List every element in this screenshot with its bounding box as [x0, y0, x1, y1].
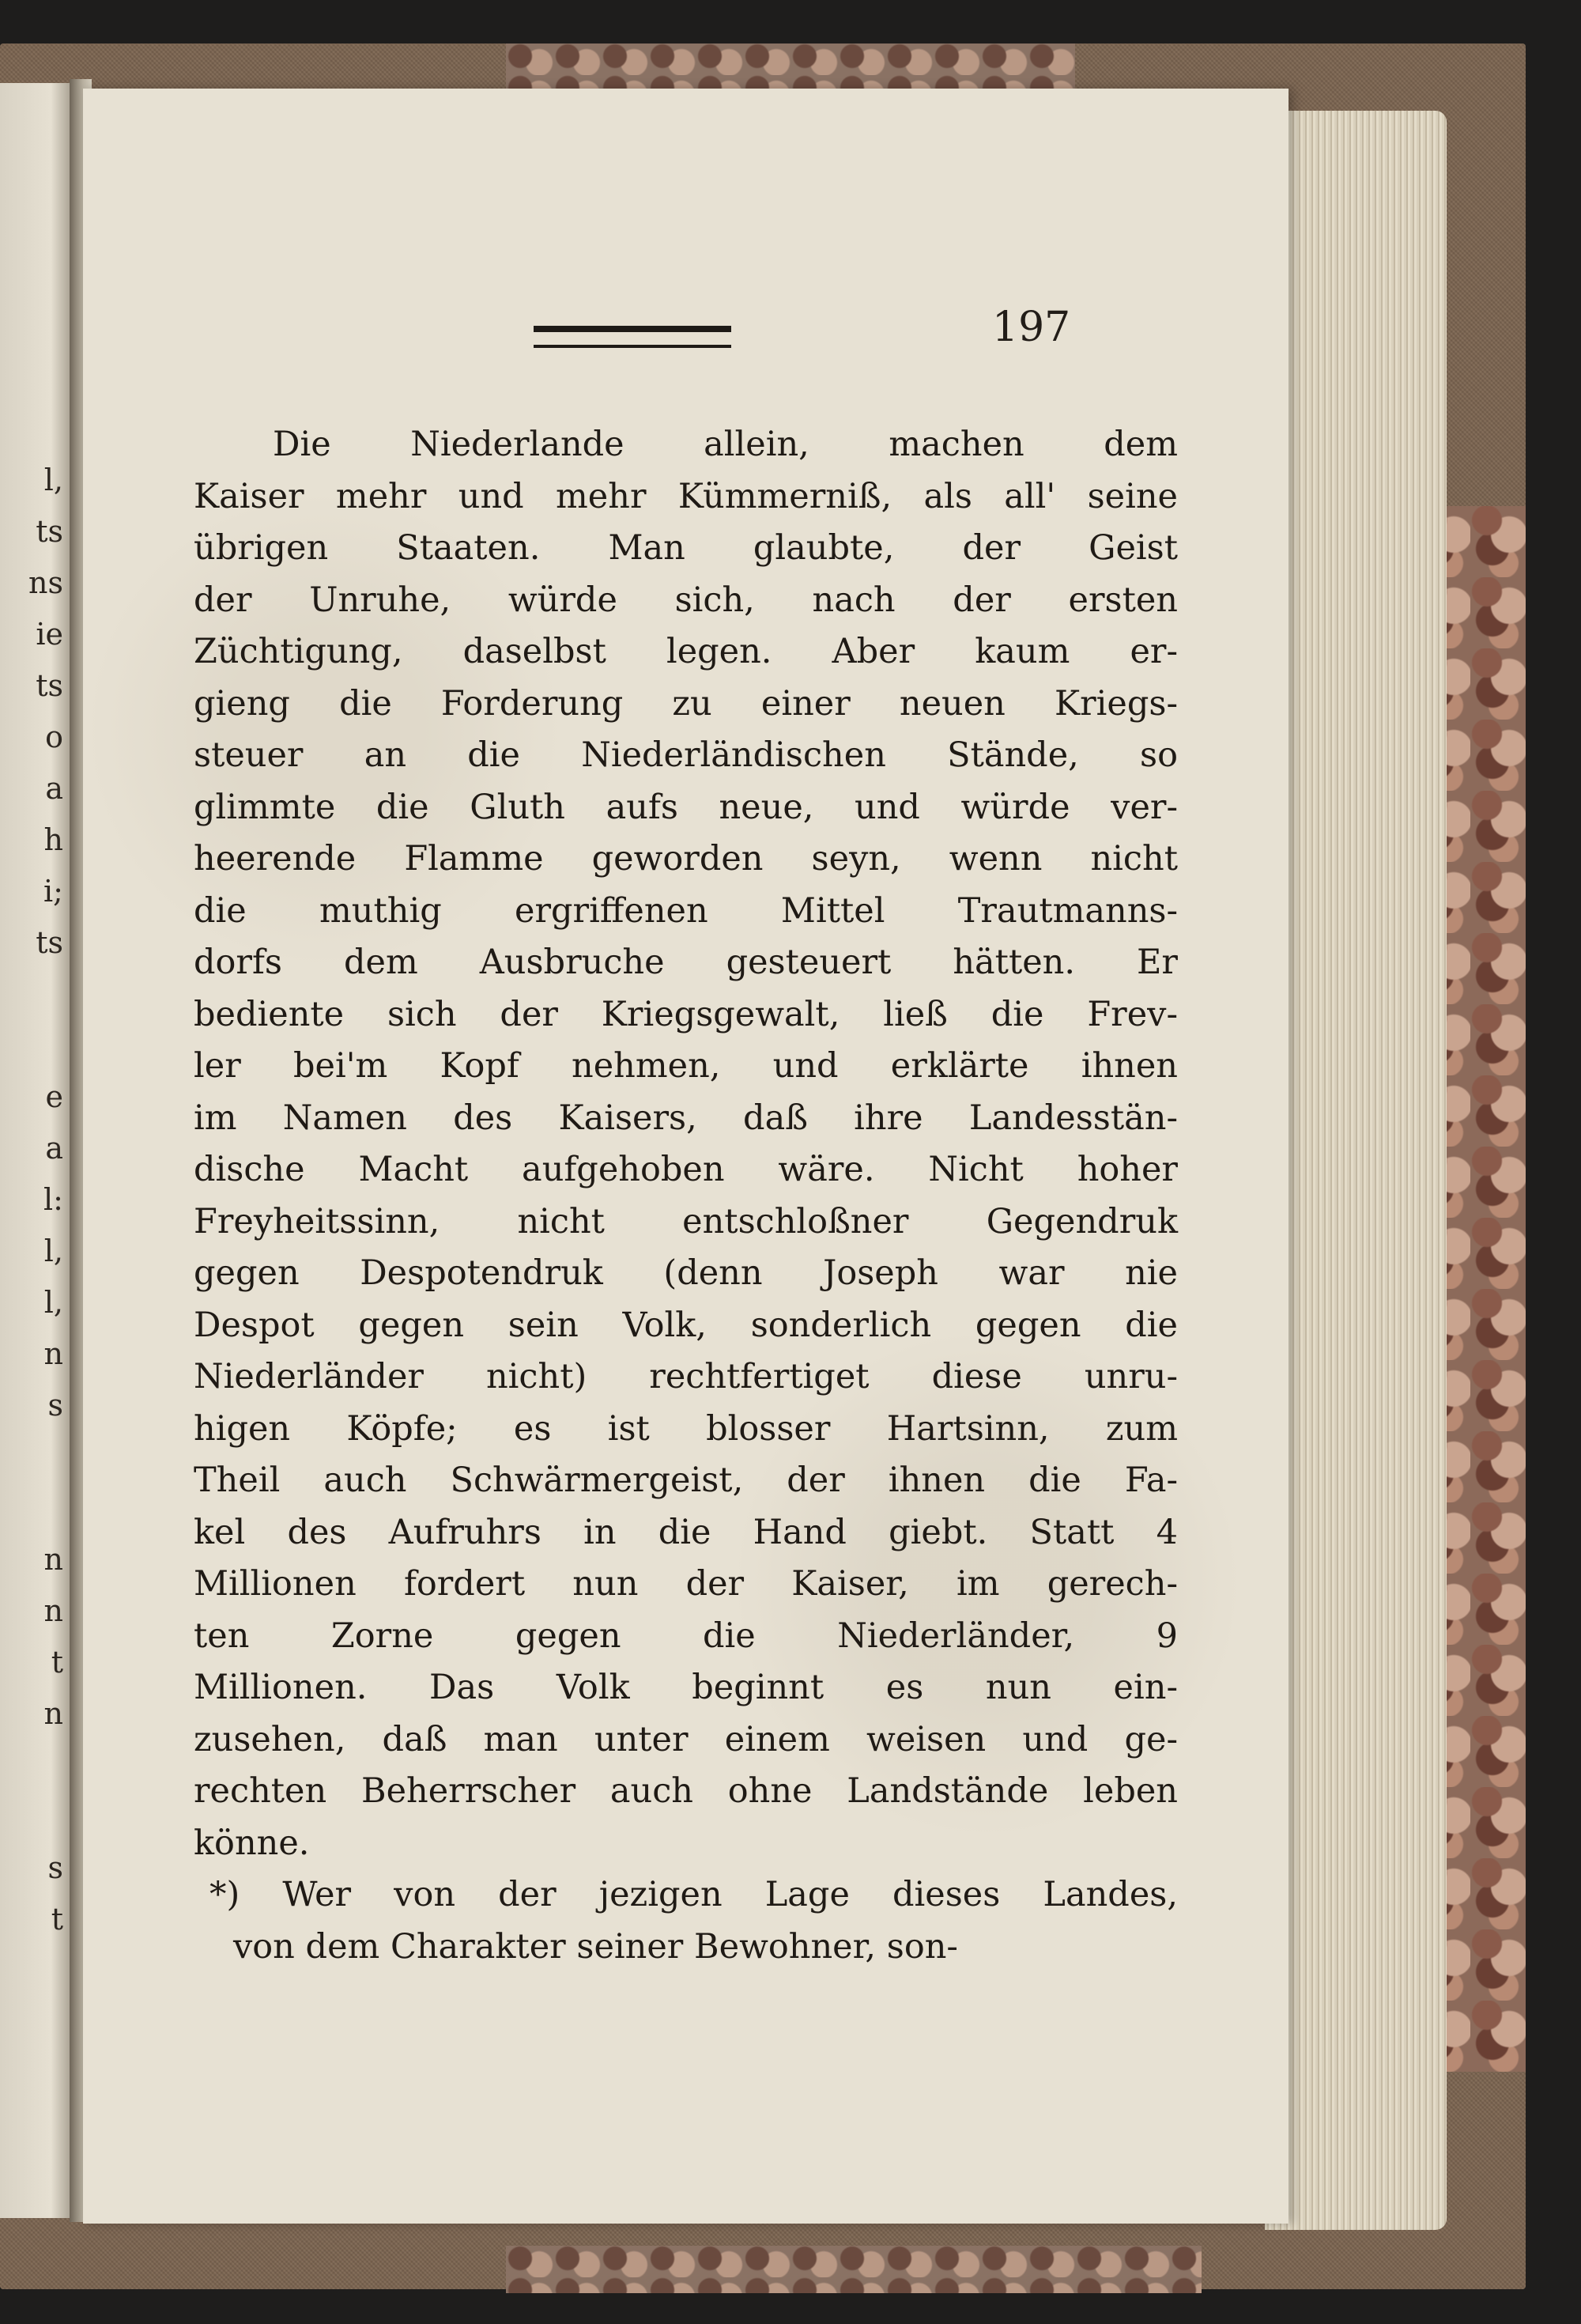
facing-page-fragment: s	[47, 1850, 63, 1885]
facing-page-text-fragments	[0, 455, 63, 1945]
text-line: gegen Despotendruk (denn Joseph war nie	[194, 1253, 1178, 1293]
facing-page-fragment: i;	[43, 874, 63, 909]
text-line: Millionen. Das Volk beginnt es nun ein-	[194, 1668, 1178, 1707]
text-line: higen Köpfe; es ist blosser Hartsinn, zum	[194, 1408, 1178, 1449]
facing-page-fragment: ie	[36, 617, 63, 652]
footnote-line: *) Wer von der jezigen Lage dieses Landes,	[209, 1875, 1178, 1914]
text-line: könne.	[194, 1823, 310, 1863]
facing-page-fragment: e	[45, 1079, 63, 1114]
text-line: rechten Beherrscher auch ohne Landstände leben	[194, 1771, 1178, 1811]
text-line: übrigen Staaten. Man glaubte, der Geist	[194, 528, 1178, 568]
text-line: kel des Aufruhrs in die Hand giebt. Statt 4	[194, 1512, 1178, 1552]
text-line: Die Niederlande allein, machen dem	[273, 425, 1178, 464]
facing-page-fragment: a	[45, 1131, 63, 1166]
text-line: glimmte die Gluth aufs neue, und würde ver-	[194, 787, 1178, 827]
facing-page-fragment: ts	[36, 514, 63, 549]
page-number: 197	[992, 304, 1071, 351]
text-line: Kaiser mehr und mehr Kümmerniß, als all' seine	[194, 476, 1178, 516]
book-page	[83, 89, 1289, 2224]
facing-page-fragment: l,	[43, 1285, 63, 1320]
text-line: der Unruhe, würde sich, nach der ersten	[194, 580, 1178, 620]
facing-page-fragment	[0, 969, 63, 1020]
page-edges	[1265, 111, 1447, 2230]
text-line: ten Zorne gegen die Niederländer, 9	[194, 1615, 1178, 1656]
facing-page-fragment: n	[43, 1696, 63, 1731]
facing-page-fragment: o	[45, 720, 63, 754]
text-line: dische Macht aufgehoben wäre. Nicht hoher	[194, 1150, 1178, 1189]
facing-page-fragment: l:	[43, 1182, 63, 1217]
text-line: zusehen, daß man unter einem weisen und ge-	[194, 1719, 1178, 1759]
text-line: bediente sich der Kriegsgewalt, ließ die Frev-	[194, 994, 1178, 1034]
text-line: steuer an die Niederländischen Stände, so	[194, 735, 1178, 775]
text-line: im Namen des Kaisers, daß ihre Landesstän-	[194, 1098, 1178, 1138]
text-line: Millionen fordert nun der Kaiser, im gerech-	[194, 1564, 1178, 1604]
facing-page-fragment: t	[51, 1902, 63, 1937]
facing-page-fragment	[0, 1740, 63, 1791]
text-line: Freyheitssinn, nicht entschloßner Gegendruk	[194, 1201, 1178, 1241]
text-line: Züchtigung, daselbst legen. Aber kaum er-	[194, 632, 1178, 671]
facing-page-fragment	[0, 1791, 63, 1842]
text-line: gieng die Forderung zu einer neuen Kriegs-	[194, 683, 1178, 724]
facing-page-fragment: t	[51, 1645, 63, 1680]
facing-page-fragment: l,	[43, 1234, 63, 1268]
header-rule	[534, 326, 731, 348]
text-line: Theil auch Schwärmergeist, der ihnen die Fa-	[194, 1461, 1178, 1500]
marbled-cover-bottom	[506, 2246, 1202, 2293]
facing-page-edge	[0, 83, 73, 2218]
facing-page-fragment: ts	[36, 925, 63, 960]
facing-page-fragment	[0, 1020, 63, 1071]
facing-page-fragment: h	[43, 822, 63, 857]
facing-page-fragment	[0, 1483, 63, 1534]
text-line: heerende Flamme geworden seyn, wenn nicht	[194, 839, 1178, 879]
facing-page-fragment: n	[43, 1336, 63, 1371]
facing-page-fragment: ns	[28, 565, 63, 600]
facing-page-fragment: l,	[43, 463, 63, 497]
facing-page-fragment: n	[43, 1542, 63, 1577]
text-line: dorfs dem Ausbruche gesteuert hätten. Er	[194, 943, 1178, 982]
page-body-text	[194, 419, 1178, 1973]
text-line: Despot gegen sein Volk, sonderlich gegen die	[194, 1305, 1178, 1345]
footnote-line: von dem Charakter seiner Bewohner, son-	[233, 1926, 958, 1967]
text-line: ler bei'm Kopf nehmen, und erklärte ihnen	[194, 1046, 1178, 1086]
text-line: die muthig ergriffenen Mittel Trautmanns-	[194, 890, 1178, 931]
facing-page-fragment: ts	[36, 668, 63, 703]
text-line: Niederländer nicht) rechtfertiget diese unru-	[194, 1357, 1178, 1396]
facing-page-fragment: n	[43, 1593, 63, 1628]
facing-page-fragment: s	[47, 1388, 63, 1423]
facing-page-fragment: a	[45, 771, 63, 806]
facing-page-fragment	[0, 1431, 63, 1483]
